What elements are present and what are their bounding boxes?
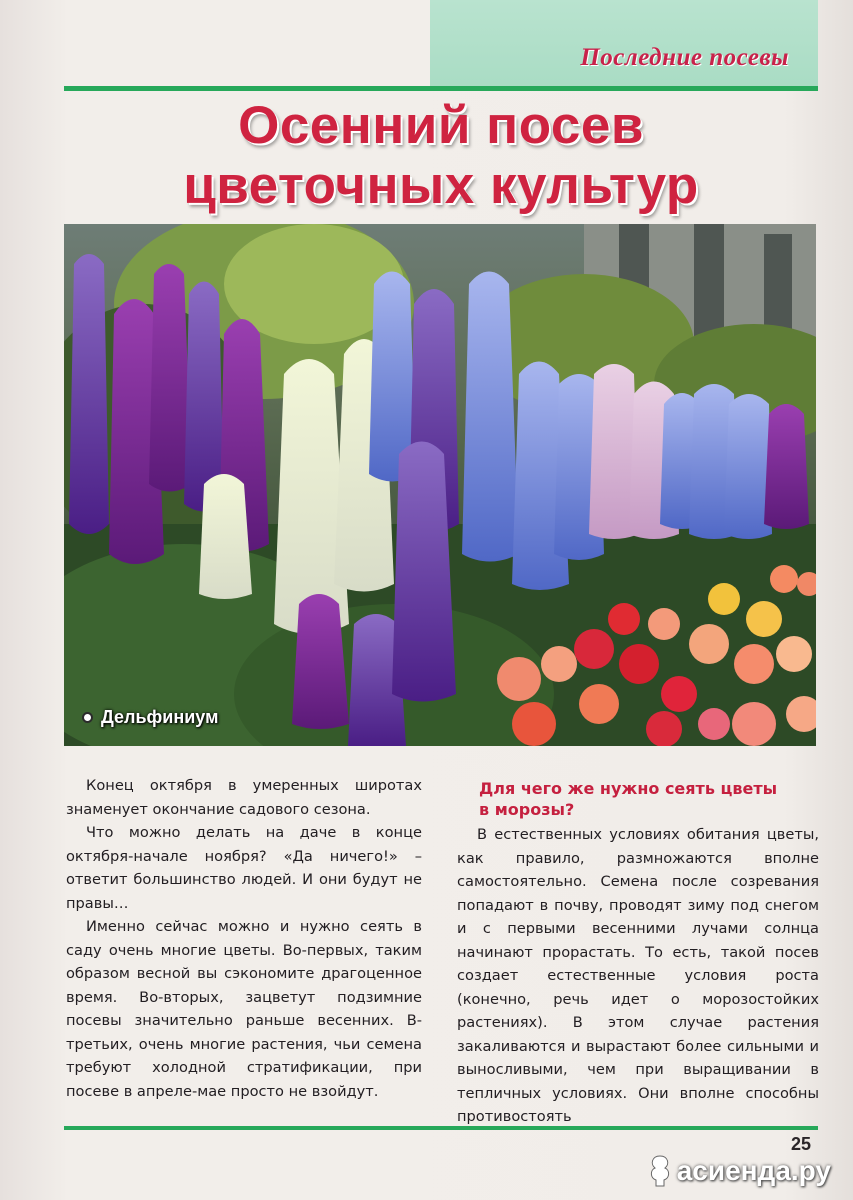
delphinium-photo bbox=[64, 224, 816, 746]
watermark-logo-icon bbox=[647, 1154, 673, 1188]
left-paragraph-2: Что можно делать на даче в конце октября-начале ноября? «Да ничего!» – ответит большинство людей. И они будут не правы… bbox=[66, 824, 422, 912]
photo-caption-text: Дельфиниум bbox=[101, 707, 219, 727]
watermark-text: асиенда.ру bbox=[676, 1155, 831, 1186]
page-number: 25 bbox=[790, 1134, 811, 1154]
subheading: Для чего же нужно сеять цветы в морозы? bbox=[479, 779, 778, 819]
left-paragraph-3: Именно сейчас можно и нужно сеять в саду очень многие цветы. Во-первых, таким образом весной вы сэкономите драгоценное время. Во-вторых, зацветут подзимние посевы значительно раньше весенних. В-третьих, очень многие растения, чьи семена требуют холодной стратификации, при посеве в апреле-мае просто не взойдут. bbox=[66, 918, 422, 1100]
right-paragraph-1: В естественных условиях обитания цветы, как правило, размножаются вполне самостоятельно. Семена после созревания попадают в почву, проводят зиму под снегом и с первыми весенними лучами солнца начинают прорастать. То есть, такой посев создает естественные условия роста (конечно, речь идет о морозостойких растениях). В этом случае растения закаливаются и вырастают более сильными и выносливыми, чем при выращивании в тепличных условиях. Они вполне способны противостоять bbox=[457, 826, 819, 1125]
site-watermark bbox=[647, 1154, 831, 1188]
photo-caption bbox=[82, 707, 218, 728]
top-divider bbox=[64, 86, 818, 91]
bottom-divider bbox=[64, 1126, 818, 1130]
article-title-line-1: Осенний посев bbox=[238, 96, 644, 155]
section-title: Последние посевы bbox=[580, 44, 789, 71]
left-paragraph-1: Конец октября в умеренных широтах знаменует окончание садового сезона. bbox=[66, 777, 422, 818]
caption-bullet-icon bbox=[82, 712, 93, 723]
left-column bbox=[66, 774, 422, 1103]
flower-garden-illustration bbox=[64, 224, 816, 746]
article-title-line-2: цветочных культур bbox=[183, 156, 699, 215]
right-column bbox=[457, 774, 819, 1129]
article-title bbox=[64, 96, 818, 216]
